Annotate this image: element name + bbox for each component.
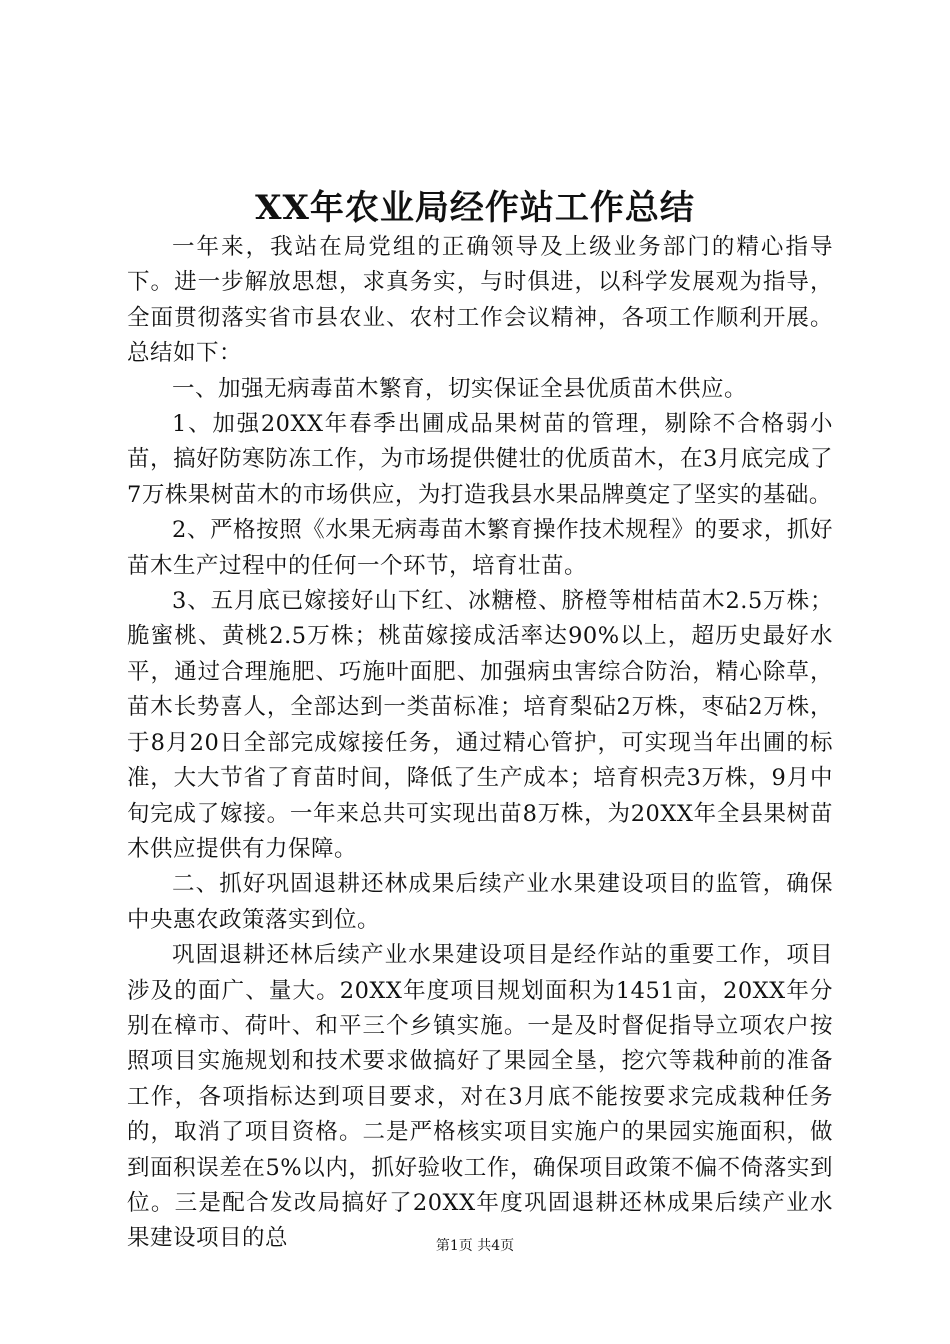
paragraph-item-3: 3、五月底已嫁接好山下红、冰糖橙、脐橙等柑桔苗木2.5万株；脆蜜桃、黄桃2.5万株；桃苗嫁接成活率达90%以上，超历史最好水平，通过合理施肥、巧施叶面肥、加强病虫害综合防治，精心除草，苗木长势喜人，全部达到一类苗标准；培育梨砧2万株，枣砧2万株，于8月20日全部完成嫁接任务，通过精心管护，可实现当年出圃的标准，大大节省了育苗时间，降低了生产成本；培育枳壳3万株，9月中旬完成了嫁接。一年来总共可实现出苗8万株，为20XX年全县果树苗木供应提供有力保障。	[127, 588, 833, 862]
page-number: 第1页 共4页	[435, 1238, 515, 1254]
paragraph-item-2: 2、严格按照《水果无病毒苗木繁育操作技术规程》的要求，抓好苗木生产过程中的任何一个环节，培育壮苗。	[127, 517, 833, 579]
paragraph-section-2-body: 巩固退耕还林后续产业水果建设项目是经作站的重要工作，项目涉及的面广、量大。20XX年度项目规划面积为1451亩，20XX年分别在樟市、荷叶、和平三个乡镇实施。一是及时督促指导立项农户按照项目实施规划和技术要求做搞好了果园全垦，挖穴等栽种前的准备工作，各项指标达到项目要求，对在3月底不能按要求完成栽种任务的，取消了项目资格。二是严格核实项目实施户的果园实施面积，做到面积误差在5%以内，抓好验收工作，确保项目政策不偏不倚落实到位。三是配合发改局搞好了20XX年度巩固退耕还林成果后续产业水果建设项目的总	[127, 942, 833, 1252]
paragraph-section-2-heading: 二、抓好巩固退耕还林成果后续产业水果建设项目的监管，确保中央惠农政策落实到位。	[127, 871, 833, 933]
document-title: XX年农业局经作站工作总结	[255, 188, 695, 228]
paragraph-section-1-heading: 一、加强无病毒苗木繁育，切实保证全县优质苗木供应。	[172, 375, 748, 402]
paragraph-intro: 一年来，我站在局党组的正确领导及上级业务部门的精心指导下。进一步解放思想，求真务实，与时俱进，以科学发展观为指导，全面贯彻落实省市县农业、农村工作会议精神，各项工作顺利开展。总结如下：	[127, 234, 833, 367]
document-body	[127, 230, 833, 1257]
paragraph-item-1: 1、加强20XX年春季出圃成品果树苗的管理，剔除不合格弱小苗，搞好防寒防冻工作，为市场提供健壮的优质苗木，在3月底完成了7万株果树苗木的市场供应，为打造我县水果品牌奠定了坚实的基础。	[127, 411, 833, 508]
